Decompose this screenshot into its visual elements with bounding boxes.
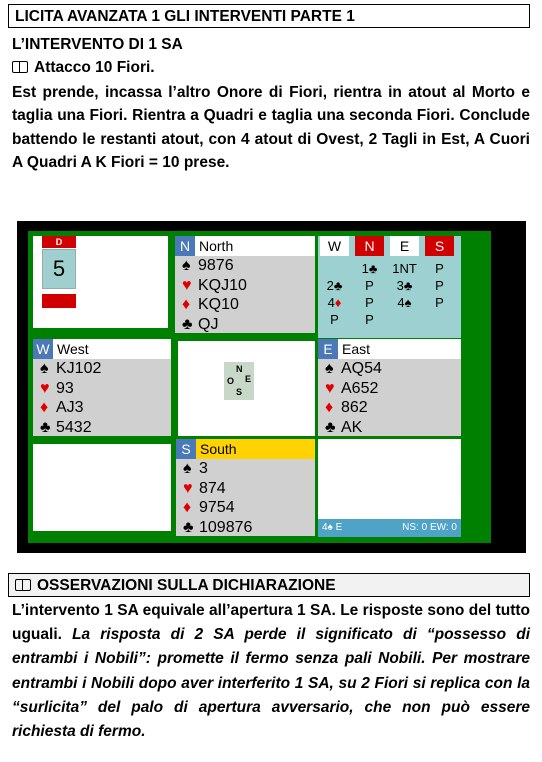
west-tag: W [33, 339, 53, 359]
auction-panel [318, 236, 461, 338]
east-diamonds: 862 [341, 399, 368, 416]
north-spades: 9876 [198, 257, 234, 274]
west-hearts: 93 [56, 379, 74, 397]
south-tag: S [176, 439, 196, 459]
heart-icon: ♥ [40, 379, 50, 397]
spade-icon: ♠ [325, 360, 334, 377]
heart-icon: ♥ [183, 479, 193, 497]
auction-header-n: N [355, 236, 384, 256]
auction-header-s: S [425, 236, 454, 256]
book-icon [12, 61, 28, 73]
auction-bid [390, 311, 419, 328]
auction-bid [320, 260, 349, 277]
opening-lead [12, 59, 155, 77]
compass-o: O [227, 376, 235, 386]
opening-lead-text: Attacco 10 Fiori. [34, 59, 155, 76]
board-number: 5 [42, 249, 76, 289]
play-description: Est prende, incassa l’altro Onore di Fiori, rientra in atout al Morto e taglia una Fiori. Rientra a Quadri e taglia una seconda Fiori. Conclude battendo le restanti atout, con 4 atout di Ovest, 2 Tagli in Est, A Cuori A Quadri A K Fiori = 10 prese. [12, 84, 530, 172]
north-hand [175, 236, 315, 333]
west-header [33, 339, 171, 359]
east-hand [318, 339, 461, 436]
dealer-indicator [38, 236, 80, 308]
north-tag: N [175, 236, 195, 256]
auction-bid: P [365, 278, 374, 293]
page-title: LICITA AVANZATA 1 GLI INTERVENTI PARTE 1 [8, 4, 530, 28]
status-bar [318, 519, 461, 537]
observations-title [8, 573, 530, 597]
east-header [318, 339, 461, 359]
south-spades: 3 [199, 460, 208, 477]
north-hearts: KQJ10 [198, 276, 247, 294]
contract-label: 4♠ E [322, 522, 343, 533]
east-tag: E [318, 339, 338, 359]
auction-bid: 1NT [392, 261, 417, 276]
diamond-icon: ♦ [183, 499, 192, 516]
south-name: South [200, 441, 237, 457]
auction-header-e: E [390, 236, 419, 256]
east-spades: AQ54 [341, 360, 382, 377]
heart-icon: ♥ [182, 276, 192, 294]
result-panel [318, 439, 461, 519]
auction-bid: P [435, 278, 444, 293]
south-header [176, 439, 315, 459]
empty-panel [33, 444, 171, 531]
club-icon: ♣ [183, 518, 194, 536]
auction-bid: 4♠ [397, 295, 412, 310]
east-name: East [342, 341, 371, 357]
observations-title-text: OSSERVAZIONI SULLA DICHIARAZIONE [37, 577, 336, 594]
section-subtitle: L’INTERVENTO DI 1 SA [12, 36, 183, 53]
club-icon: ♣ [325, 418, 336, 436]
heart-icon: ♥ [325, 379, 335, 397]
auction-bid: P [435, 261, 444, 276]
observations-text [12, 599, 530, 744]
observations-italic: La risposta di 2 SA perde il significato di “possesso di entrambi i Nobili”: promette il fermo senza pali Nobili. Per mostrare entrambi i Nobili dopo aver interferito 1 SA, su 2 Fiori si replica con la “surlicita” del palo di apertura avversario, che non può essere richiesta di fermo. [12, 626, 530, 741]
spade-icon: ♠ [40, 360, 49, 377]
auction-header-w: W [320, 236, 349, 256]
west-clubs: 5432 [56, 418, 92, 436]
score-label: NS: 0 EW: 0 [402, 522, 457, 533]
vulnerability-bar [42, 294, 76, 308]
auction-bid: P [365, 295, 374, 310]
auction-bid: 1♣ [361, 261, 378, 276]
spade-icon: ♠ [183, 460, 192, 477]
south-hearts: 874 [199, 479, 226, 497]
south-diamonds: 9754 [199, 499, 235, 516]
diamond-icon: ♦ [325, 399, 334, 416]
north-header [175, 236, 315, 256]
auction-bid: 4♦ [327, 295, 342, 310]
east-hearts: A652 [341, 379, 379, 397]
diamond-icon: ♦ [40, 399, 49, 416]
diamond-icon: ♦ [182, 296, 191, 313]
club-icon: ♣ [40, 418, 51, 436]
spade-icon: ♠ [182, 257, 191, 274]
north-diamonds: KQ10 [198, 296, 239, 313]
auction-bid: 3♣ [396, 278, 413, 293]
east-clubs: AK [341, 418, 363, 436]
club-icon: ♣ [182, 315, 193, 333]
observations-plain: L’intervento 1 SA equivale all’apertura 1 SA. Le risposte sono del tutto uguali. [12, 602, 530, 644]
north-name: North [199, 238, 234, 254]
compass-e: E [245, 374, 252, 384]
bridge-board [17, 221, 526, 553]
auction-bid: P [435, 295, 444, 310]
compass-icon [224, 362, 254, 400]
compass-n: N [236, 364, 243, 374]
compass-s: S [236, 387, 243, 397]
north-clubs: QJ [198, 315, 219, 333]
book-icon [15, 579, 31, 591]
west-hand [33, 339, 171, 436]
auction-bid [425, 311, 454, 328]
west-diamonds: AJ3 [56, 399, 84, 416]
auction-bid: P [330, 312, 339, 327]
south-hand [176, 439, 315, 536]
west-spades: KJ102 [56, 360, 102, 377]
west-name: West [57, 341, 89, 357]
auction-bid: 2♣ [326, 278, 343, 293]
board-table [28, 231, 491, 543]
auction-bid: P [365, 312, 374, 327]
dealer-label: D [42, 236, 76, 248]
south-clubs: 109876 [199, 518, 253, 536]
